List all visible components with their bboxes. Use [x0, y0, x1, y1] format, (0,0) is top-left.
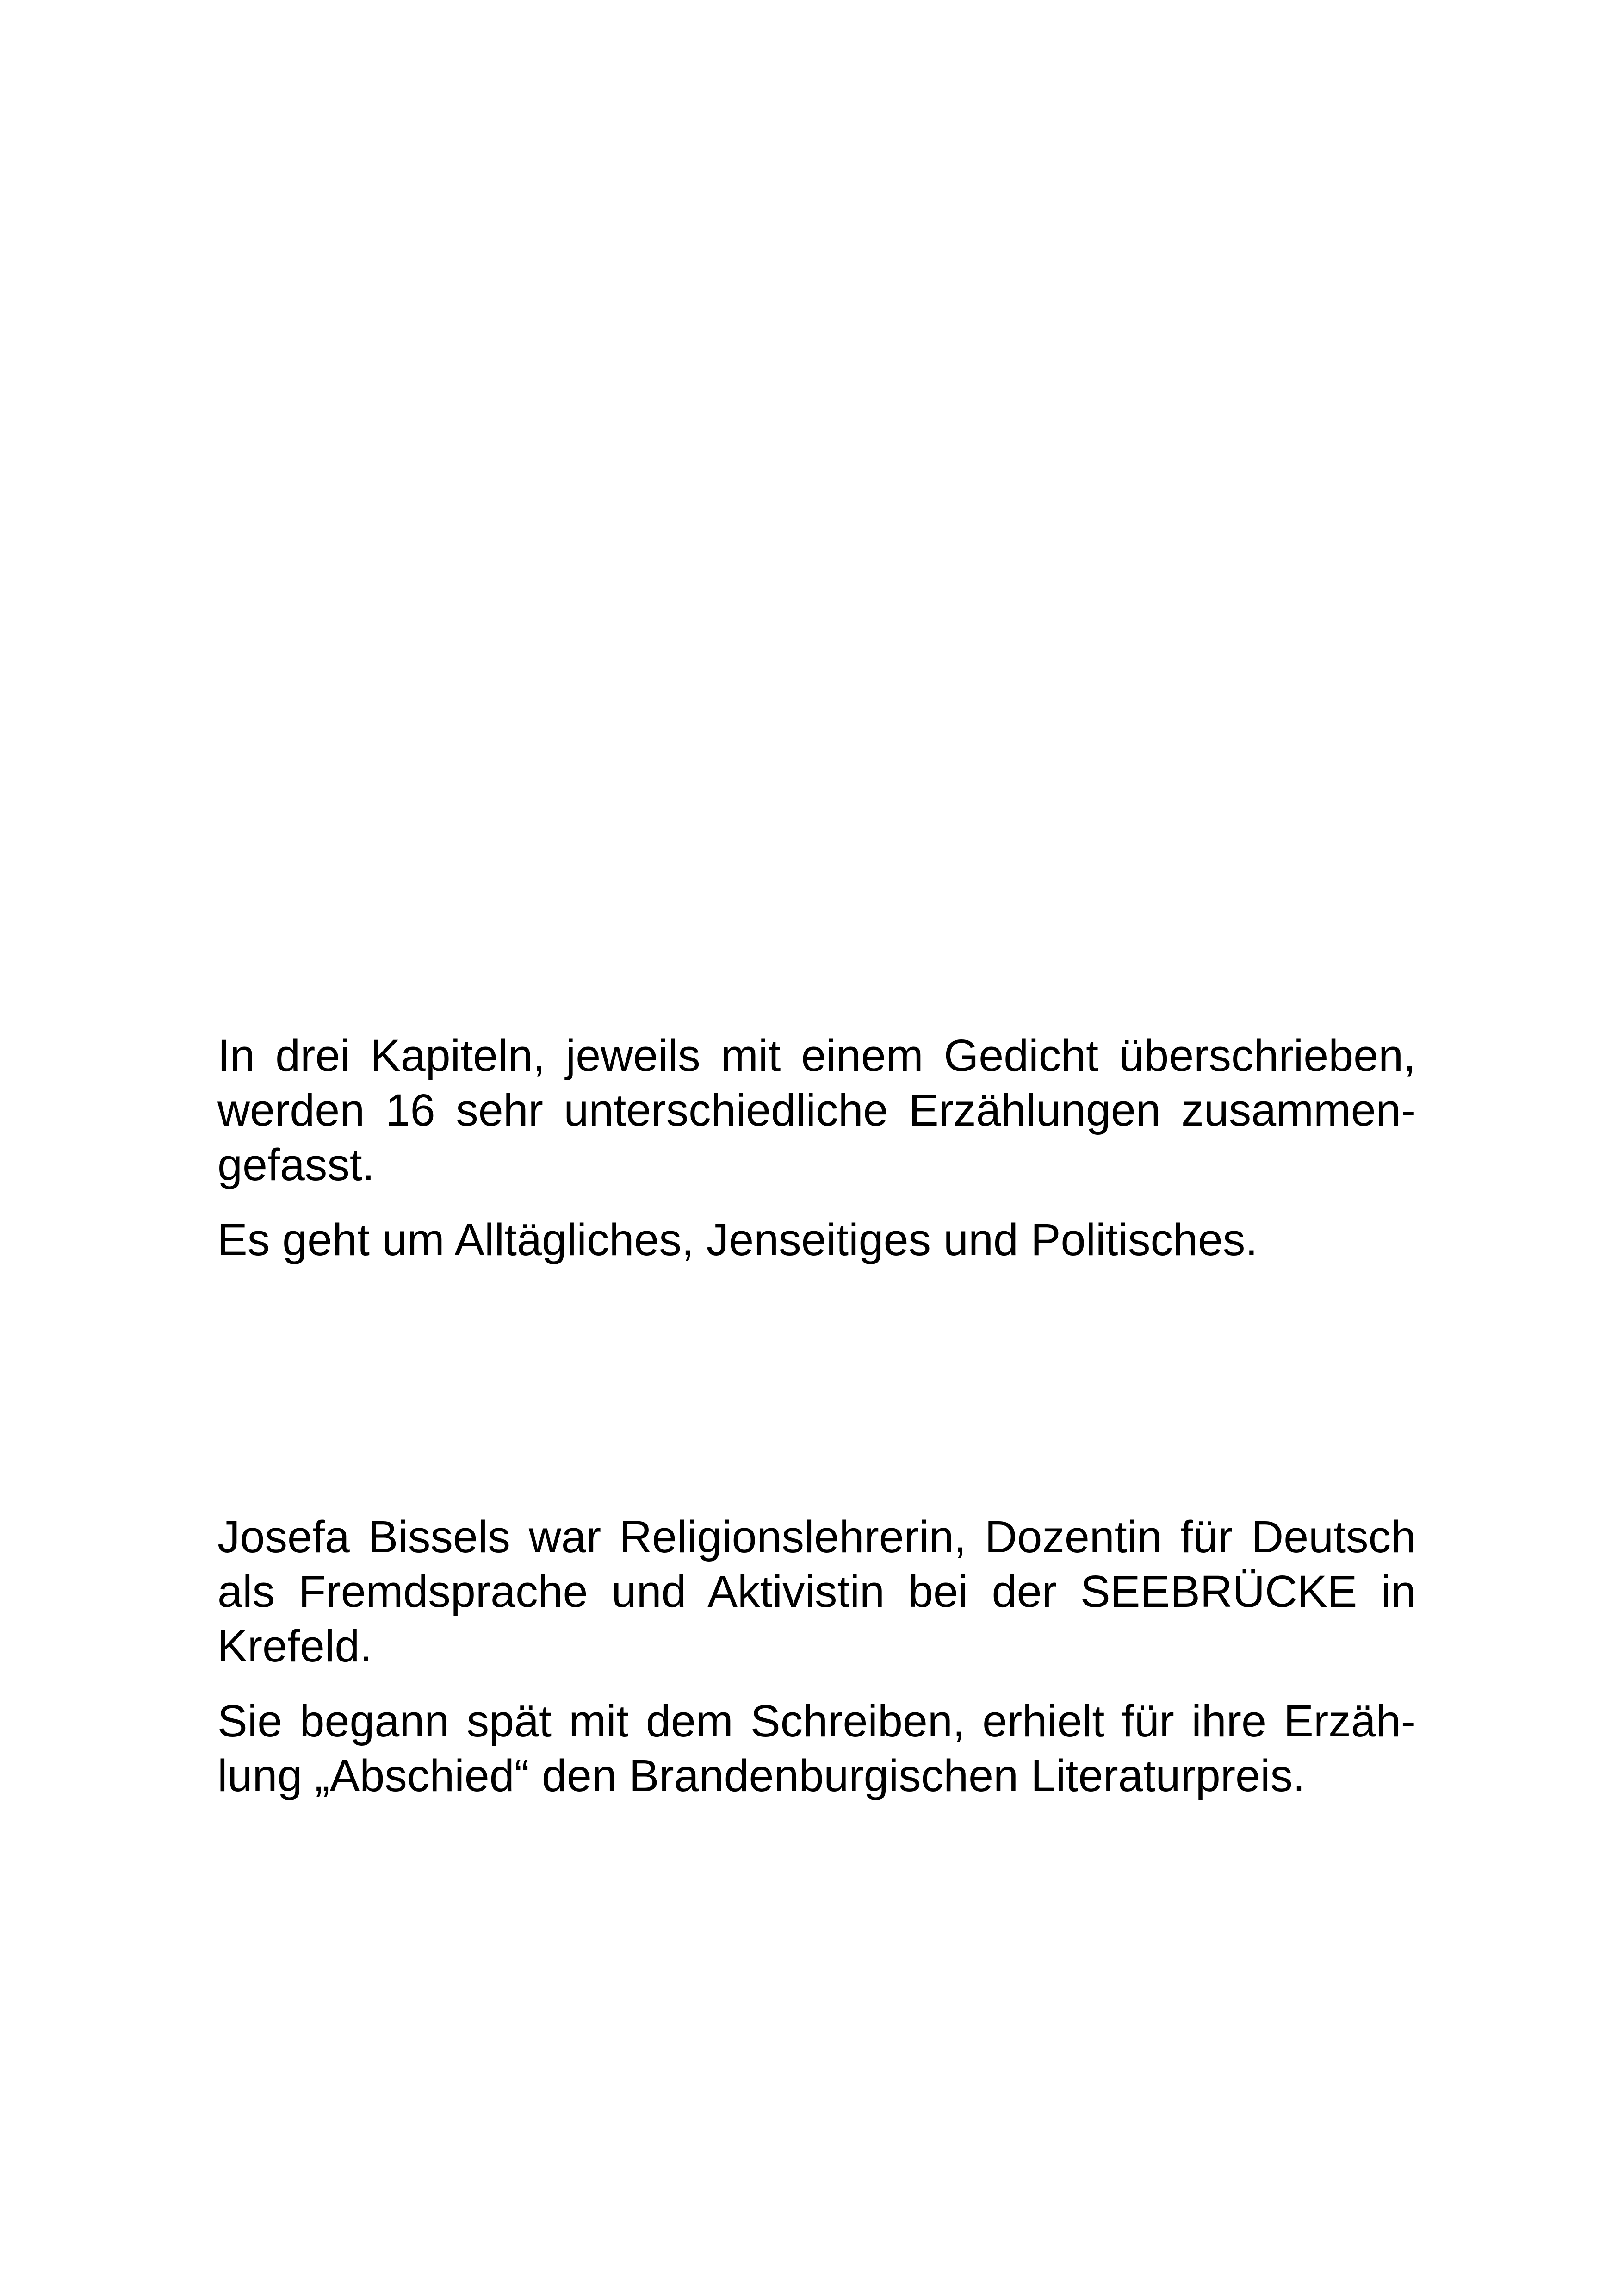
summary-paragraph-1 [217, 1028, 1416, 1192]
text-line: lung „Abschied“ den Brandenburgischen Literaturpreis. [217, 1750, 1305, 1801]
text-line: In drei Kapiteln, jeweils mit einem Gedicht überschrieben, [217, 1030, 1416, 1081]
text-line: als Fremdsprache und Aktivistin bei der SEEBRÜCKE in [217, 1566, 1416, 1617]
text-line: Krefeld. [217, 1621, 372, 1671]
author-bio [217, 1510, 1416, 1803]
bio-paragraph-1 [217, 1510, 1416, 1674]
text-line: Josefa Bissels war Religionslehrerin, Dozentin für Deutsch [217, 1512, 1416, 1562]
text-line: werden 16 sehr unterschiedliche Erzählungen zusammen- [217, 1085, 1416, 1135]
text-line: Es geht um Alltägliches, Jenseitiges und Politisches. [217, 1214, 1258, 1265]
paragraph-spacer [217, 1192, 1416, 1213]
book-summary [217, 1028, 1416, 1267]
paragraph-spacer [217, 1674, 1416, 1694]
text-line: gefasst. [217, 1139, 375, 1190]
bio-paragraph-2 [217, 1694, 1416, 1803]
text-line: Sie begann spät mit dem Schreiben, erhielt für ihre Erzäh- [217, 1696, 1416, 1746]
summary-paragraph-2 [217, 1213, 1416, 1267]
